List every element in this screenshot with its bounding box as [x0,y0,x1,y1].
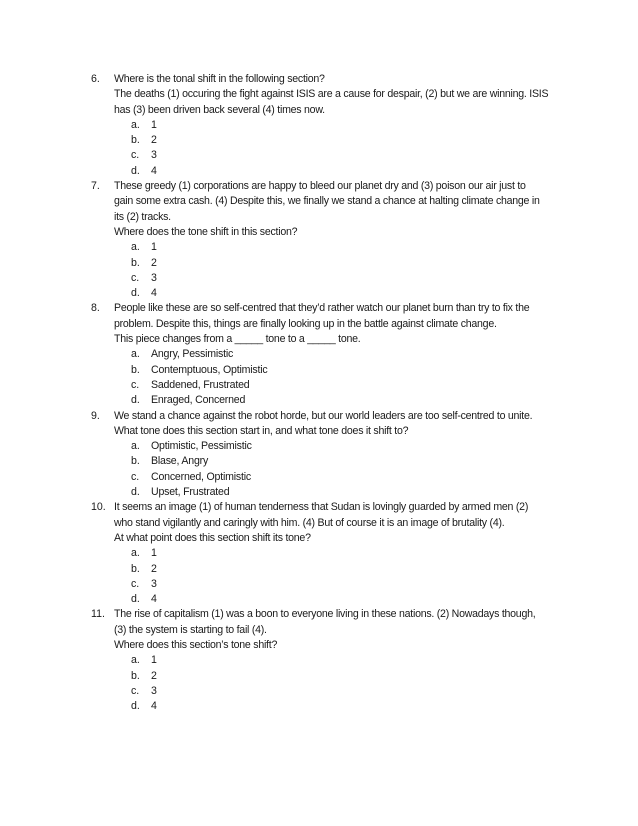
answer-option-letter: d. [131,593,140,606]
answer-option [114,148,571,163]
question-item [91,409,571,501]
answer-option [114,164,571,179]
answer-option-text: 4 [151,700,157,713]
question-number: 10. [91,501,106,514]
answer-option-letter: a. [131,118,140,131]
answer-option-text: 1 [151,547,157,560]
answer-option-letter: a. [131,654,140,667]
answer-option-text: 4 [151,287,157,300]
question-text-line: problem. Despite this, things are finally looking up in the battle against climate change. [114,317,497,330]
answer-option-letter: b. [131,256,140,269]
answer-option [114,470,571,485]
answer-option [114,562,571,577]
question-text-line: The deaths (1) occuring the fight against ISIS are a cause for despair, (2) but we are winning. ISIS [114,88,549,101]
answer-option [114,699,571,714]
answer-option-text: Optimistic, Pessimistic [151,440,252,453]
answer-option-text: 3 [151,577,157,590]
question-text-line: Where does this section’s tone shift? [114,638,278,651]
answer-option-letter: c. [131,149,140,162]
answer-option [114,485,571,500]
question-text-line: The rise of capitalism (1) was a boon to everyone living in these nations. (2) Nowadays though, [114,608,536,621]
answer-option [114,118,571,133]
answer-option-letter: a. [131,241,140,254]
answer-option-letter: c. [131,684,140,697]
question-text-line: who stand vigilantly and caringly with him. (4) But of course it is an image of brutality (4). [114,516,505,529]
answer-option [114,592,571,607]
question-item [91,500,571,607]
answer-option-text: 1 [151,118,157,131]
answer-option-text: 2 [151,562,157,575]
answer-option-letter: d. [131,700,140,713]
answer-option-letter: d. [131,287,140,300]
answer-option-text: Saddened, Frustrated [151,378,250,391]
answer-option-text: 2 [151,256,157,269]
question-text-line: It seems an image (1) of human tenderness that Sudan is lovingly guarded by armed men (2) [114,501,529,514]
answer-option-letter: b. [131,455,140,468]
answer-option [114,240,571,255]
question-text-line: its (2) tracks. [114,210,171,223]
answer-option-text: 4 [151,164,157,177]
question-item [91,179,571,301]
answer-option [114,577,571,592]
answer-option [114,378,571,393]
question-text-line: Where does the tone shift in this section? [114,225,298,238]
question-text-line: Where is the tonal shift in the following section? [114,73,325,85]
question-text-line: These greedy (1) corporations are happy to bleed our planet dry and (3) poison our air just to [114,180,526,193]
answer-option-letter: c. [131,271,140,284]
answer-option-letter: c. [131,378,140,391]
question-number: 11. [91,608,105,621]
answer-option [114,454,571,469]
answer-option [114,347,571,362]
answer-option-letter: a. [131,547,140,560]
question-list [91,72,571,714]
question-item [91,72,571,179]
answer-option-text: 3 [151,684,157,697]
answer-option-letter: d. [131,164,140,177]
question-text-line: This piece changes from a _____ tone to a _____ tone. [114,333,361,346]
question-item [91,607,571,714]
answer-option-text: 1 [151,241,157,254]
answer-option-text: Blase, Angry [151,455,209,468]
answer-option [114,653,571,668]
question-text-line: has (3) been driven back several (4) times now. [114,103,325,116]
question-text-line: We stand a chance against the robot horde, but our world leaders are too self-centred to unite. [114,409,533,422]
answer-option-letter: d. [131,486,140,499]
answer-option-text: 3 [151,149,157,162]
question-text-line: At what point does this section shift its tone? [114,531,311,544]
question-text-line: gain some extra cash. (4) Despite this, we finally we stand a chance at halting climate change in [114,195,540,208]
answer-option [114,286,571,301]
question-number: 9. [91,409,100,422]
answer-option-text: 4 [151,593,157,606]
question-number: 7. [91,180,100,193]
answer-option-text: Contemptuous, Optimistic [151,363,268,376]
answer-option-text: 2 [151,669,157,682]
answer-option-letter: b. [131,363,140,376]
answer-option [114,256,571,271]
question-text-line: People like these are so self-centred that they’d rather watch our planet burn than try to fix the [114,302,530,315]
answer-option-text: Concerned, Optimistic [151,470,252,483]
answer-option [114,439,571,454]
question-text-line: (3) the system is starting to fail (4). [114,623,267,636]
answer-option-text: 2 [151,134,157,147]
answer-option-text: Angry, Pessimistic [151,348,234,361]
answer-option-letter: a. [131,348,140,361]
question-item [91,301,571,408]
answer-option-letter: a. [131,440,140,453]
question-text-line: What tone does this section start in, and what tone does it shift to? [114,424,409,437]
answer-option-letter: c. [131,470,140,483]
answer-option-text: Upset, Frustrated [151,486,230,499]
answer-option [114,363,571,378]
answer-option [114,669,571,684]
answer-option [114,271,571,286]
answer-option [114,684,571,699]
answer-option [114,393,571,408]
answer-option-letter: b. [131,134,140,147]
answer-option-text: 3 [151,271,157,284]
answer-option [114,546,571,561]
answer-option-text: 1 [151,654,157,667]
question-number: 8. [91,302,100,315]
answer-option [114,133,571,148]
answer-option-letter: c. [131,577,140,590]
answer-option-letter: b. [131,669,140,682]
answer-option-letter: b. [131,562,140,575]
question-number: 6. [91,73,100,85]
answer-option-letter: d. [131,394,140,407]
answer-option-text: Enraged, Concerned [151,394,246,407]
